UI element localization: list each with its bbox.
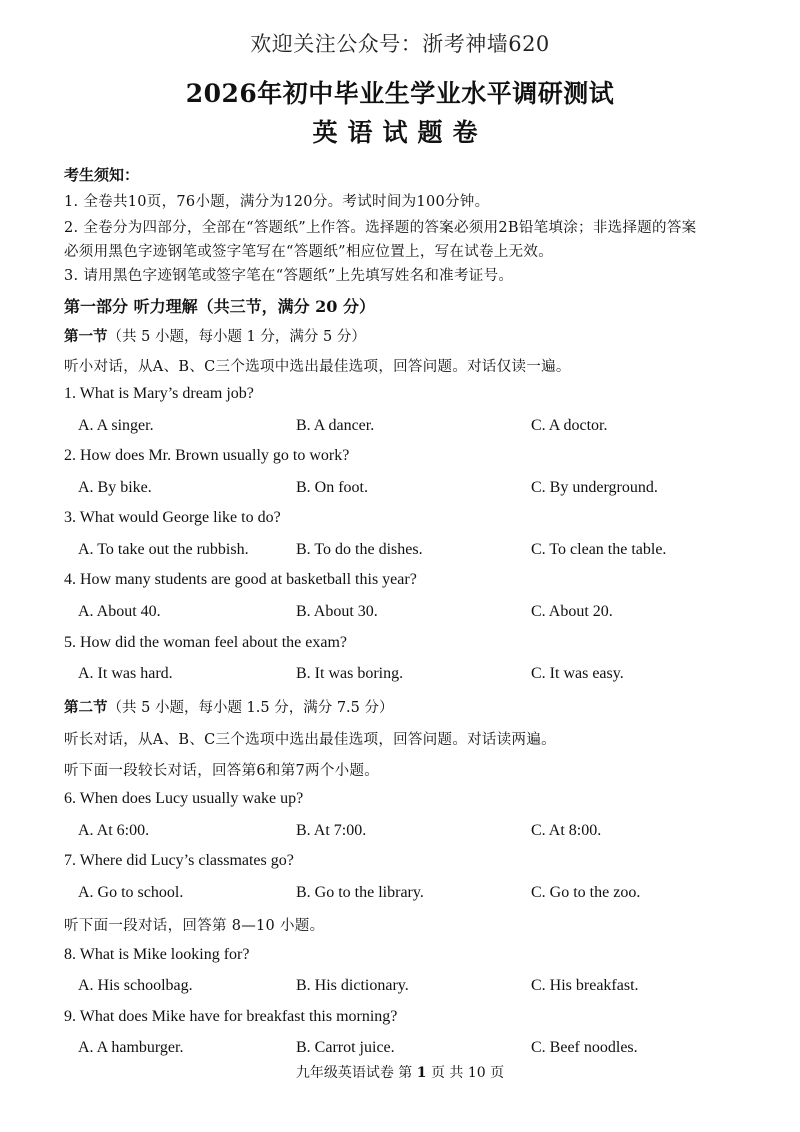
option-a: A. A singer. (78, 417, 154, 434)
option-c: C. To clean the table. (531, 541, 667, 558)
section2-heading (64, 696, 394, 717)
option-b: B. A dancer. (296, 417, 375, 434)
option-a: A. About 40. (78, 603, 161, 620)
footer-right: 页 共 10 页 (430, 1065, 505, 1081)
option-a: A. His schoolbag. (78, 977, 193, 994)
exam-title: 2026年初中毕业生学业水平调研测试 (185, 79, 615, 108)
question: 7. Where did Lucy’s classmates go? (64, 852, 294, 869)
section2-detail: （共 5 小题，每小题 1.5 分，满分 7.5 分） (107, 700, 394, 716)
question: 8. What is Mike looking for? (64, 946, 250, 963)
question: 2. How does Mr. Brown usually go to work? (64, 447, 350, 464)
question: 9. What does Mike have for breakfast this morning? (64, 1008, 398, 1025)
part1-heading: 第一部分 听力理解（共三节，满分 20 分） (64, 297, 375, 316)
notice-line: 1. 全卷共10页，76小题，满分为120分。考试时间为100分钟。 (64, 194, 490, 210)
question: 6. When does Lucy usually wake up? (64, 790, 304, 807)
option-a: A. At 6:00. (78, 822, 150, 839)
option-a: A. Go to school. (78, 884, 184, 901)
question: 5. How did the woman feel about the exam? (64, 634, 348, 651)
option-b: B. About 30. (296, 603, 378, 620)
notice-line: 3. 请用黑色字迹钢笔或签字笔在“答题纸”上先填写姓名和准考证号。 (64, 268, 514, 284)
option-b: B. It was boring. (296, 665, 404, 682)
option-a: A. By bike. (78, 479, 152, 496)
option-c: C. A doctor. (531, 417, 608, 434)
option-c: C. His breakfast. (531, 977, 639, 994)
section2-label: 第二节 (64, 699, 108, 716)
option-b: B. On foot. (296, 479, 368, 496)
option-b: B. Go to the library. (296, 884, 424, 901)
section1-instruction: 听小对话，从A、B、C三个选项中选出最佳选项，回答问题。对话仅读一遍。 (64, 359, 571, 375)
option-b: B. To do the dishes. (296, 541, 423, 558)
notice-line: 必须用黑色字迹钢笔或签字笔写在“答题纸”相应位置上，写在试卷上无效。 (64, 244, 554, 260)
option-b: B. At 7:00. (296, 822, 367, 839)
question: 3. What would George like to do? (64, 509, 281, 526)
page-footer (0, 1062, 800, 1082)
notice-line: 2. 全卷分为四部分，全部在“答题纸”上作答。选择题的答案必须用2B铅笔填涂；非选择题的答案 (64, 220, 697, 236)
question: 1. What is Mary’s dream job? (64, 385, 254, 402)
footer-left: 九年级英语试卷 第 (295, 1065, 413, 1081)
option-c: C. Beef noodles. (531, 1039, 638, 1056)
option-a: A. To take out the rubbish. (78, 541, 249, 558)
footer-page-number: 1 (416, 1065, 427, 1081)
section1-label: 第一节 (64, 328, 108, 345)
section1-heading (64, 325, 366, 346)
section2-instruction: 听长对话，从A、B、C三个选项中选出最佳选项，回答问题。对话读两遍。 (64, 732, 556, 748)
option-c: C. By underground. (531, 479, 658, 496)
option-c: C. At 8:00. (531, 822, 602, 839)
option-c: C. About 20. (531, 603, 613, 620)
section2-subinstruction: 听下面一段较长对话，回答第6和第7两个小题。 (64, 763, 380, 779)
question: 4. How many students are good at basketball this year? (64, 571, 417, 588)
option-b: B. His dictionary. (296, 977, 409, 994)
section2-subinstruction: 听下面一段对话，回答第 8—10 小题。 (64, 918, 325, 934)
exam-subtitle: 英语试题卷 (312, 118, 488, 147)
option-c: C. Go to the zoo. (531, 884, 641, 901)
option-a: A. It was hard. (78, 665, 173, 682)
section1-detail: （共 5 小题，每小题 1 分，满分 5 分） (107, 329, 366, 345)
notice-heading: 考生须知： (64, 166, 140, 184)
option-a: A. A hamburger. (78, 1039, 184, 1056)
option-b: B. Carrot juice. (296, 1039, 395, 1056)
watermark-text: 欢迎关注公众号：浙考神墙620 (250, 32, 550, 56)
option-c: C. It was easy. (531, 665, 624, 682)
